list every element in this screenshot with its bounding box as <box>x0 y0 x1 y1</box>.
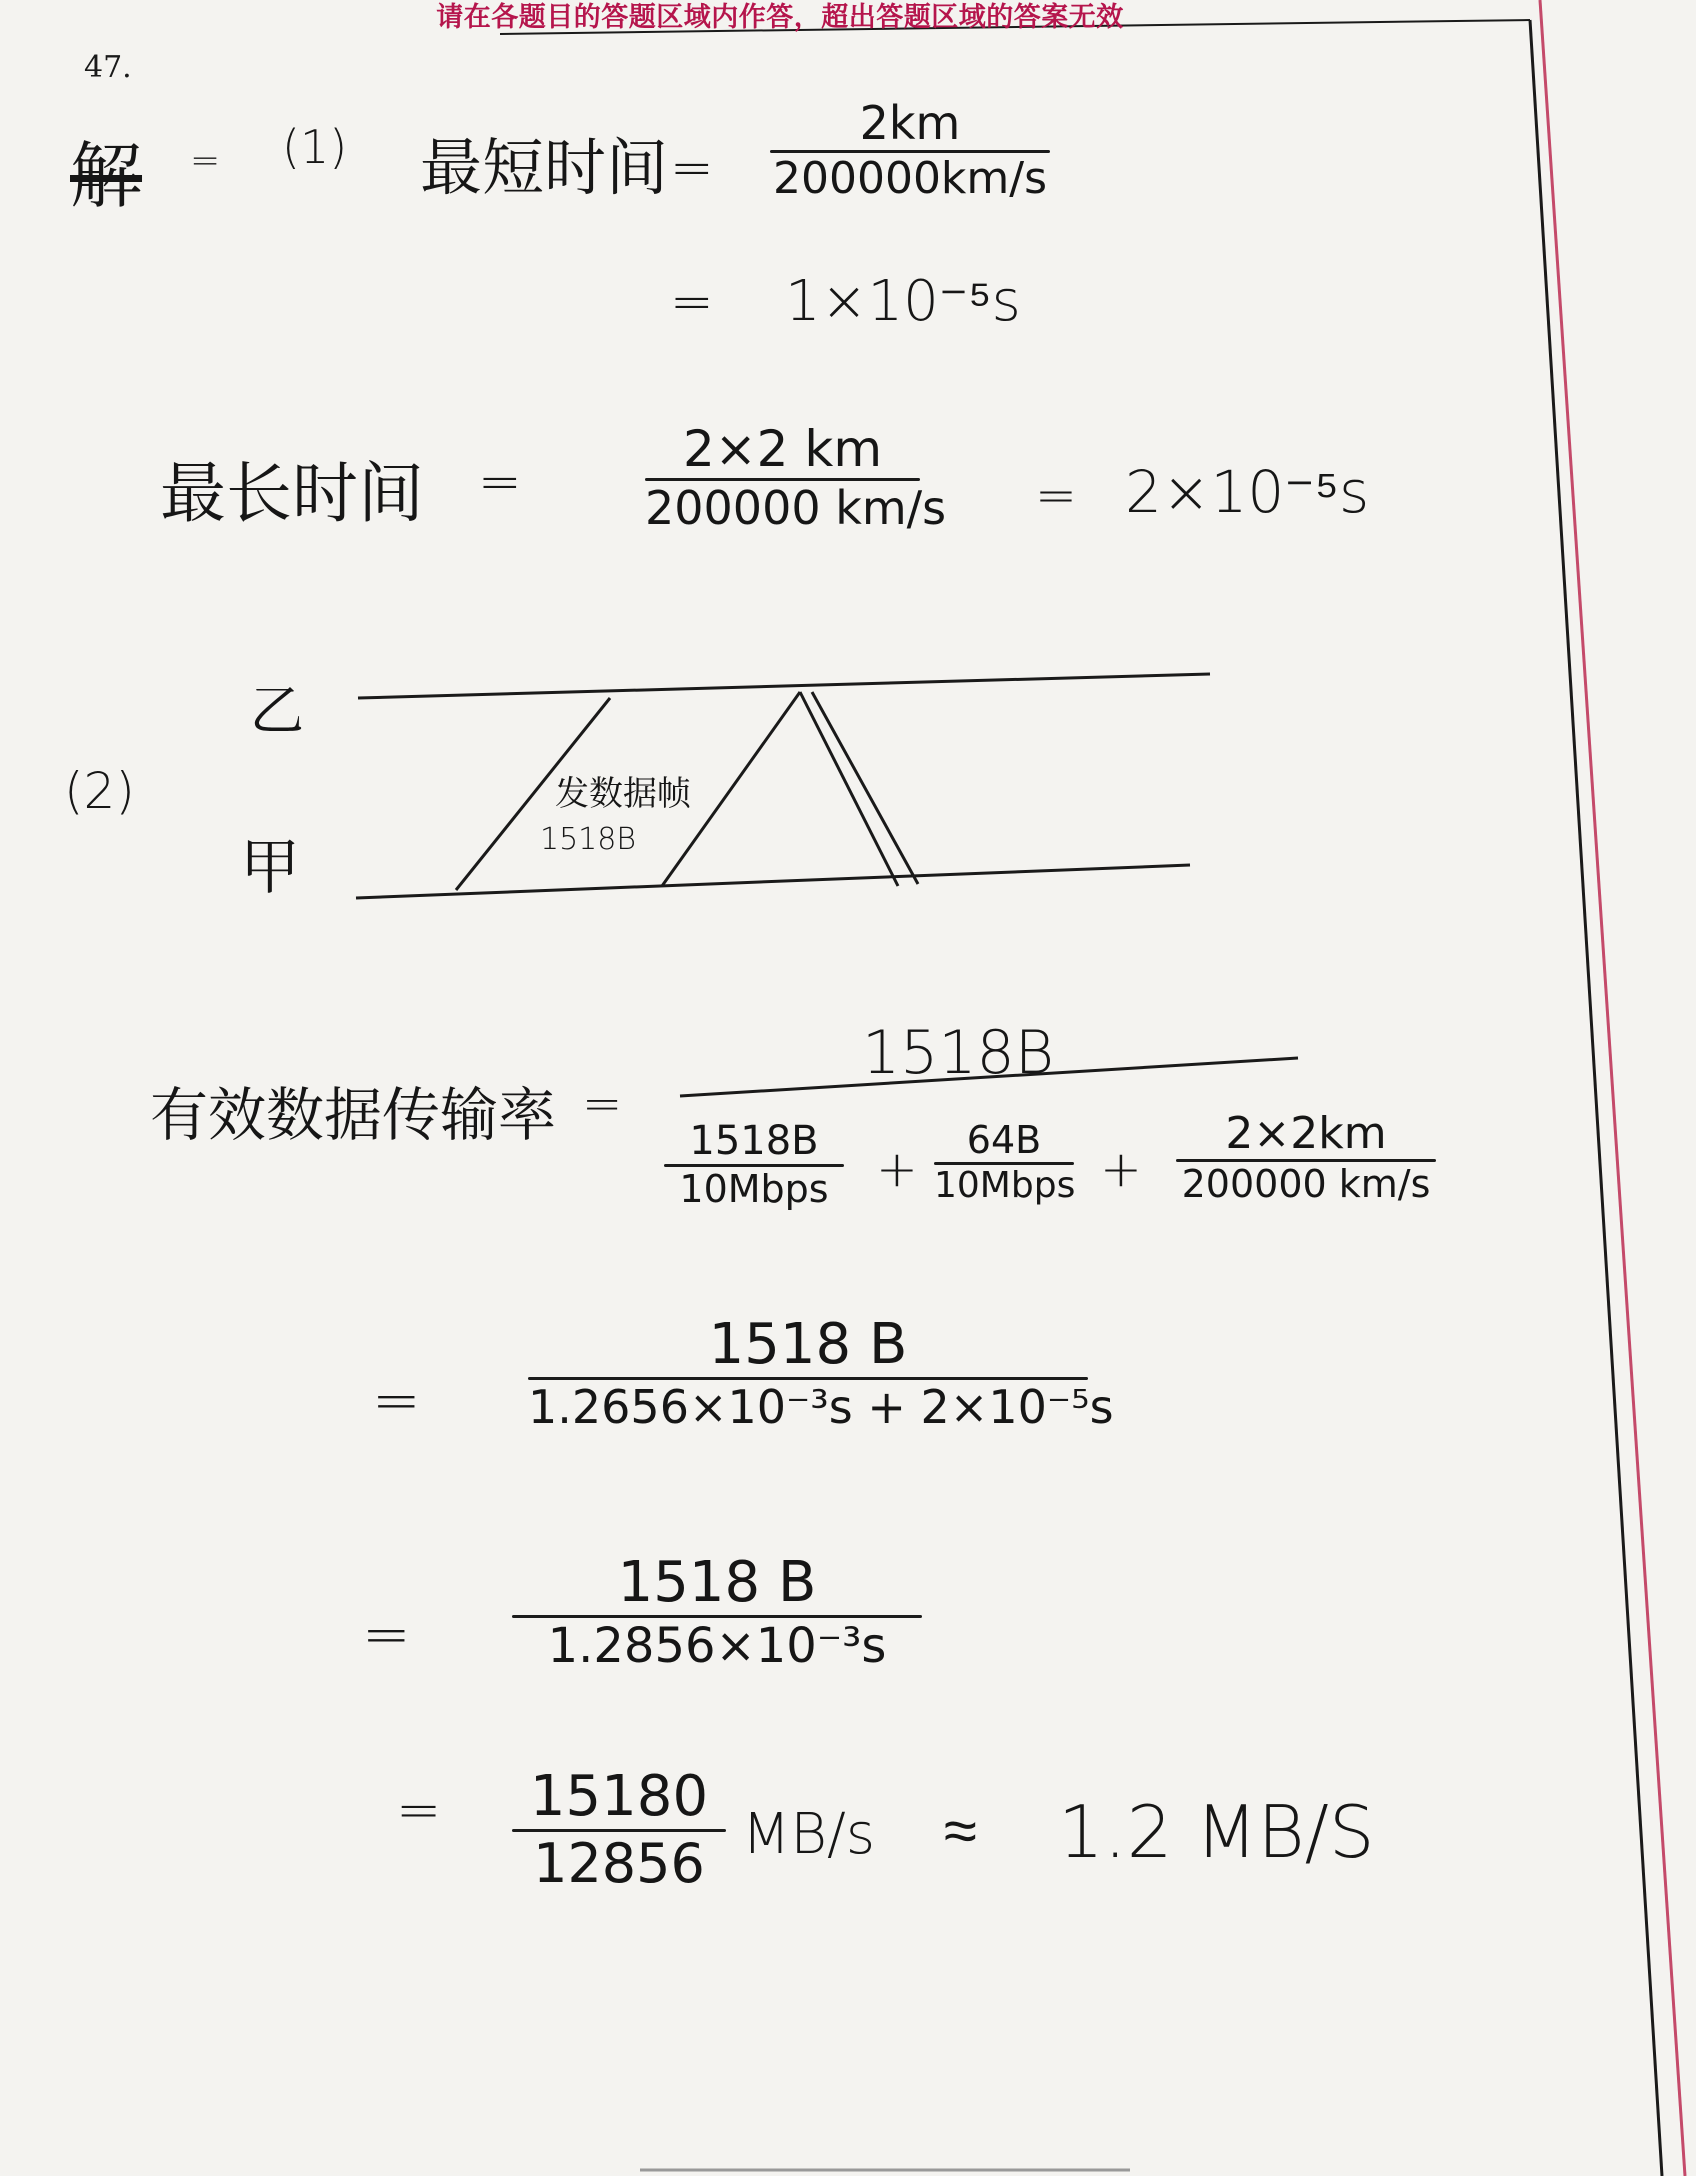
step3-denominator: 1.2856×10⁻³s <box>547 1618 887 1674</box>
term1-numerator: 1518B <box>689 1118 819 1164</box>
answer-area-notice: 请在各题目的答题区域内作答，超出答题区域的答案无效 <box>436 2 1124 33</box>
part2-label: (2) <box>64 762 135 820</box>
term3-denominator: 200000 km/s <box>1181 1162 1431 1206</box>
shortest-eq: = <box>670 138 714 198</box>
shortest-eq2: = <box>670 272 714 332</box>
solution-colon: = <box>190 140 221 181</box>
step3-eq: = <box>362 1600 411 1668</box>
shortest-denominator: 200000km/s <box>772 153 1048 204</box>
step4-eq: = <box>396 1778 442 1841</box>
frame-label-line2: 1518B <box>540 822 636 857</box>
approx-sign: ≈ <box>944 1796 977 1866</box>
step4-numerator: 15180 <box>529 1764 709 1829</box>
step2-denominator: 1.2656×10⁻³s + 2×10⁻⁵s <box>528 1380 1114 1434</box>
step2-numerator: 1518 B <box>708 1312 908 1377</box>
step2-eq: = <box>372 1366 421 1434</box>
rate-term: 有效数据传输率 <box>150 1081 557 1149</box>
shortest-time-term: 最短时间 <box>420 131 669 204</box>
term2-denominator: 10Mbps <box>934 1165 1076 1206</box>
frame-label-line1: 发数据帧 <box>555 774 691 814</box>
term3-numerator: 2×2km <box>1225 1108 1387 1159</box>
shortest-numerator: 2km <box>859 96 961 150</box>
shortest-result: 1×10⁻⁵s <box>785 269 1021 334</box>
big-numerator: 1518B <box>862 1018 1054 1088</box>
part1-label: (1) <box>282 120 348 174</box>
station-yi-label: 乙 <box>250 679 304 742</box>
step3-numerator: 1518 B <box>617 1550 817 1615</box>
solution-label: 解 <box>70 134 143 218</box>
final-result: 1.2 MB/S <box>1058 1790 1375 1874</box>
station-jia-label: 甲 <box>240 833 300 903</box>
question-number: 47. <box>84 50 132 85</box>
longest-time-term: 最长时间 <box>160 455 424 532</box>
longest-eq2: = <box>1035 466 1077 524</box>
step4-unit: MB/s <box>742 1802 876 1867</box>
step4-denominator: 12856 <box>533 1832 705 1895</box>
longest-denominator: 200000 km/s <box>645 481 947 535</box>
longest-result: 2×10⁻⁵s <box>1125 458 1370 526</box>
rate-eq: = <box>582 1076 623 1132</box>
term1-denominator: 10Mbps <box>679 1167 829 1211</box>
longest-eq: = <box>478 452 522 512</box>
plus-2: + <box>1100 1140 1142 1198</box>
longest-numerator: 2×2 km <box>682 420 883 478</box>
plus-1: + <box>876 1140 918 1198</box>
term2-numerator: 64B <box>966 1118 1042 1162</box>
